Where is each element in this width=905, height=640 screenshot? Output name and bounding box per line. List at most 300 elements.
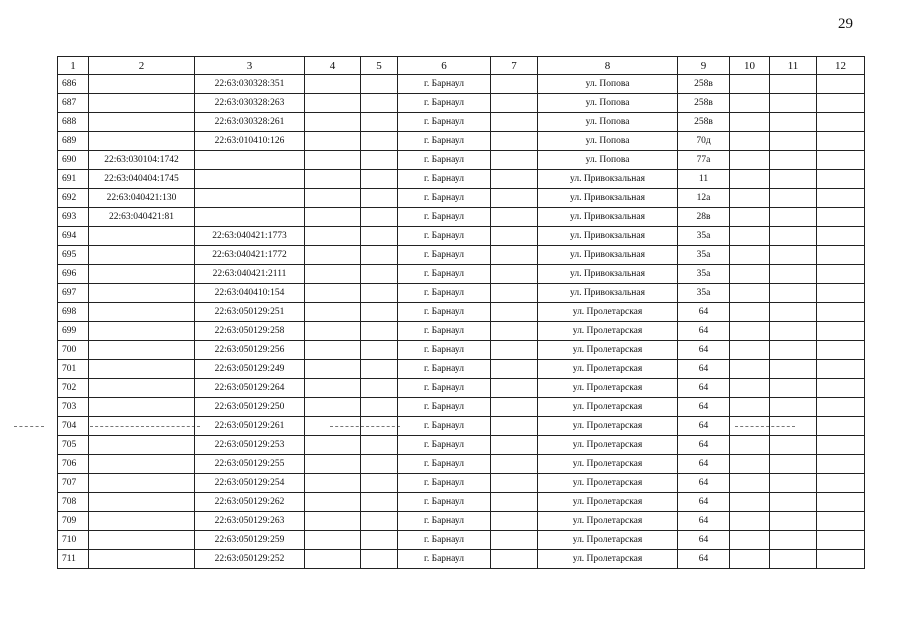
table-cell-col-7 [491, 341, 538, 360]
column-header-10: 10 [730, 57, 770, 75]
table-cell-col-5 [361, 132, 398, 151]
table-cell-col-2 [89, 398, 195, 417]
table-cell-col-4 [305, 512, 361, 531]
table-cell-col-1: 688 [58, 113, 89, 132]
table-cell-col-8: ул. Пролетарская [538, 550, 678, 569]
table-row [58, 493, 865, 512]
table-cell-col-11 [770, 94, 817, 113]
table-cell-col-1: 691 [58, 170, 89, 189]
table-cell-col-6: г. Барнаул [398, 208, 491, 227]
table-cell-col-1: 708 [58, 493, 89, 512]
table-cell-col-12 [817, 417, 865, 436]
table-cell-col-1: 699 [58, 322, 89, 341]
table-cell-col-10 [730, 113, 770, 132]
table-cell-col-7 [491, 531, 538, 550]
table-cell-col-5 [361, 265, 398, 284]
table-cell-col-6: г. Барнаул [398, 303, 491, 322]
table-cell-col-9: 35а [678, 246, 730, 265]
table-cell-col-3: 22:63:040421:1772 [195, 246, 305, 265]
table-cell-col-1: 686 [58, 75, 89, 94]
table-cell-col-1: 704 [58, 417, 89, 436]
table-cell-col-10 [730, 493, 770, 512]
table-cell-col-12 [817, 151, 865, 170]
table-cell-col-12 [817, 170, 865, 189]
table-cell-col-12 [817, 265, 865, 284]
table-cell-col-3: 22:63:050129:252 [195, 550, 305, 569]
table-cell-col-2 [89, 322, 195, 341]
table-cell-col-2 [89, 379, 195, 398]
table-row [58, 208, 865, 227]
table-cell-col-2: 22:63:040404:1745 [89, 170, 195, 189]
table-cell-col-3: 22:63:050129:249 [195, 360, 305, 379]
table-cell-col-7 [491, 455, 538, 474]
table-cell-col-12 [817, 284, 865, 303]
table-cell-col-8: ул. Пролетарская [538, 398, 678, 417]
table-cell-col-3: 22:63:050129:253 [195, 436, 305, 455]
table-cell-col-3: 22:63:050129:262 [195, 493, 305, 512]
table-cell-col-5 [361, 322, 398, 341]
table-row [58, 360, 865, 379]
table-cell-col-6: г. Барнаул [398, 322, 491, 341]
table-cell-col-6: г. Барнаул [398, 189, 491, 208]
table-cell-col-2 [89, 94, 195, 113]
table-row [58, 436, 865, 455]
table-cell-col-11 [770, 531, 817, 550]
table-cell-col-5 [361, 189, 398, 208]
table-row [58, 265, 865, 284]
table-cell-col-11 [770, 189, 817, 208]
table-cell-col-4 [305, 360, 361, 379]
table-cell-col-7 [491, 265, 538, 284]
column-header-12: 12 [817, 57, 865, 75]
registry-table [57, 56, 865, 569]
table-cell-col-1: 711 [58, 550, 89, 569]
column-header-1: 1 [58, 57, 89, 75]
table-cell-col-8: ул. Привокзальная [538, 246, 678, 265]
table-cell-col-6: г. Барнаул [398, 132, 491, 151]
table-cell-col-12 [817, 227, 865, 246]
table-cell-col-12 [817, 94, 865, 113]
table-cell-col-11 [770, 512, 817, 531]
table-cell-col-10 [730, 436, 770, 455]
table-row [58, 417, 865, 436]
table-cell-col-11 [770, 360, 817, 379]
table-cell-col-9: 64 [678, 512, 730, 531]
table-cell-col-5 [361, 227, 398, 246]
table-cell-col-12 [817, 379, 865, 398]
table-cell-col-5 [361, 113, 398, 132]
table-cell-col-12 [817, 436, 865, 455]
column-header-6: 6 [398, 57, 491, 75]
table-cell-col-2 [89, 474, 195, 493]
table-cell-col-11 [770, 208, 817, 227]
table-cell-col-3 [195, 151, 305, 170]
table-cell-col-5 [361, 303, 398, 322]
table-cell-col-7 [491, 170, 538, 189]
table-cell-col-3: 22:63:050129:259 [195, 531, 305, 550]
table-cell-col-2 [89, 417, 195, 436]
table-cell-col-8: ул. Привокзальная [538, 189, 678, 208]
table-cell-col-10 [730, 265, 770, 284]
table-cell-col-8: ул. Привокзальная [538, 170, 678, 189]
table-cell-col-4 [305, 417, 361, 436]
table-cell-col-9: 64 [678, 455, 730, 474]
table-cell-col-9: 77а [678, 151, 730, 170]
table-cell-col-10 [730, 531, 770, 550]
table-cell-col-9: 64 [678, 379, 730, 398]
column-header-9: 9 [678, 57, 730, 75]
table-cell-col-9: 64 [678, 398, 730, 417]
column-header-4: 4 [305, 57, 361, 75]
table-cell-col-9: 12а [678, 189, 730, 208]
table-cell-col-4 [305, 550, 361, 569]
table-cell-col-9: 28в [678, 208, 730, 227]
table-cell-col-9: 258в [678, 94, 730, 113]
table-cell-col-10 [730, 455, 770, 474]
table-cell-col-3 [195, 170, 305, 189]
table-cell-col-4 [305, 75, 361, 94]
table-cell-col-12 [817, 512, 865, 531]
table-cell-col-1: 700 [58, 341, 89, 360]
column-header-8: 8 [538, 57, 678, 75]
table-cell-col-2: 22:63:030104:1742 [89, 151, 195, 170]
table-cell-col-5 [361, 550, 398, 569]
table-cell-col-1: 701 [58, 360, 89, 379]
table-cell-col-7 [491, 493, 538, 512]
table-cell-col-9: 35а [678, 265, 730, 284]
table-cell-col-1: 697 [58, 284, 89, 303]
table-cell-col-9: 35а [678, 284, 730, 303]
table-cell-col-6: г. Барнаул [398, 493, 491, 512]
page-number: 29 [838, 16, 853, 32]
table-row [58, 189, 865, 208]
table-cell-col-3: 22:63:010410:126 [195, 132, 305, 151]
table-cell-col-12 [817, 474, 865, 493]
table-cell-col-8: ул. Попова [538, 94, 678, 113]
table-cell-col-10 [730, 360, 770, 379]
table-cell-col-4 [305, 265, 361, 284]
table-cell-col-6: г. Барнаул [398, 436, 491, 455]
table-cell-col-7 [491, 417, 538, 436]
table-cell-col-2 [89, 360, 195, 379]
table-cell-col-7 [491, 322, 538, 341]
table-cell-col-4 [305, 341, 361, 360]
table-cell-col-10 [730, 151, 770, 170]
table-cell-col-7 [491, 227, 538, 246]
table-cell-col-10 [730, 75, 770, 94]
table-row [58, 341, 865, 360]
table-cell-col-2 [89, 455, 195, 474]
table-cell-col-2 [89, 265, 195, 284]
table-cell-col-8: ул. Попова [538, 132, 678, 151]
table-cell-col-9: 64 [678, 417, 730, 436]
table-cell-col-7 [491, 208, 538, 227]
table-cell-col-11 [770, 474, 817, 493]
table-cell-col-9: 64 [678, 474, 730, 493]
table-cell-col-7 [491, 436, 538, 455]
table-cell-col-12 [817, 303, 865, 322]
table-cell-col-6: г. Барнаул [398, 151, 491, 170]
table-cell-col-8: ул. Пролетарская [538, 341, 678, 360]
table-cell-col-8: ул. Пролетарская [538, 474, 678, 493]
table-cell-col-4 [305, 303, 361, 322]
column-header-2: 2 [89, 57, 195, 75]
table-row [58, 474, 865, 493]
table-cell-col-6: г. Барнаул [398, 227, 491, 246]
column-header-3: 3 [195, 57, 305, 75]
table-cell-col-5 [361, 398, 398, 417]
table-cell-col-4 [305, 170, 361, 189]
table-cell-col-11 [770, 113, 817, 132]
table-row [58, 132, 865, 151]
table-cell-col-4 [305, 531, 361, 550]
table-cell-col-12 [817, 455, 865, 474]
table-cell-col-4 [305, 132, 361, 151]
table-cell-col-8: ул. Привокзальная [538, 208, 678, 227]
table-cell-col-7 [491, 132, 538, 151]
table-cell-col-8: ул. Пролетарская [538, 360, 678, 379]
table-cell-col-11 [770, 227, 817, 246]
table-cell-col-10 [730, 94, 770, 113]
table-cell-col-8: ул. Попова [538, 75, 678, 94]
table-cell-col-6: г. Барнаул [398, 474, 491, 493]
table-cell-col-12 [817, 341, 865, 360]
table-row [58, 531, 865, 550]
table-cell-col-7 [491, 379, 538, 398]
table-row [58, 94, 865, 113]
table-cell-col-10 [730, 189, 770, 208]
table-cell-col-2 [89, 436, 195, 455]
table-cell-col-12 [817, 132, 865, 151]
table-cell-col-11 [770, 132, 817, 151]
table-cell-col-3: 22:63:050129:251 [195, 303, 305, 322]
table-cell-col-9: 64 [678, 493, 730, 512]
table-cell-col-11 [770, 379, 817, 398]
table-cell-col-12 [817, 75, 865, 94]
table-cell-col-8: ул. Пролетарская [538, 379, 678, 398]
table-cell-col-2 [89, 550, 195, 569]
table-cell-col-3: 22:63:050129:256 [195, 341, 305, 360]
table-row [58, 170, 865, 189]
table-row [58, 303, 865, 322]
table-cell-col-9: 35а [678, 227, 730, 246]
table-cell-col-7 [491, 284, 538, 303]
table-cell-col-12 [817, 189, 865, 208]
table-cell-col-8: ул. Пролетарская [538, 322, 678, 341]
table-cell-col-3: 22:63:050129:250 [195, 398, 305, 417]
table-cell-col-8: ул. Попова [538, 113, 678, 132]
table-cell-col-10 [730, 550, 770, 569]
table-cell-col-5 [361, 493, 398, 512]
table-cell-col-11 [770, 284, 817, 303]
table-header-row [58, 57, 865, 75]
table-cell-col-10 [730, 341, 770, 360]
table-cell-col-1: 692 [58, 189, 89, 208]
table-cell-col-6: г. Барнаул [398, 531, 491, 550]
table-cell-col-8: ул. Пролетарская [538, 455, 678, 474]
table-cell-col-4 [305, 227, 361, 246]
table-cell-col-10 [730, 227, 770, 246]
table-cell-col-5 [361, 455, 398, 474]
table-cell-col-3: 22:63:030328:351 [195, 75, 305, 94]
table-cell-col-9: 70д [678, 132, 730, 151]
table-cell-col-8: ул. Привокзальная [538, 265, 678, 284]
table-cell-col-11 [770, 398, 817, 417]
table-cell-col-7 [491, 113, 538, 132]
table-cell-col-7 [491, 75, 538, 94]
table-cell-col-3: 22:63:050129:254 [195, 474, 305, 493]
table-cell-col-2 [89, 75, 195, 94]
table-cell-col-10 [730, 208, 770, 227]
table-cell-col-1: 690 [58, 151, 89, 170]
table-cell-col-5 [361, 208, 398, 227]
table-cell-col-1: 695 [58, 246, 89, 265]
table-cell-col-11 [770, 246, 817, 265]
table-cell-col-7 [491, 94, 538, 113]
table-cell-col-12 [817, 493, 865, 512]
table-cell-col-5 [361, 379, 398, 398]
table-cell-col-10 [730, 474, 770, 493]
table-cell-col-3 [195, 208, 305, 227]
table-cell-col-11 [770, 417, 817, 436]
table-cell-col-1: 709 [58, 512, 89, 531]
table-cell-col-1: 689 [58, 132, 89, 151]
table-cell-col-5 [361, 512, 398, 531]
table-cell-col-10 [730, 512, 770, 531]
table-cell-col-11 [770, 493, 817, 512]
table-cell-col-10 [730, 246, 770, 265]
table-cell-col-3: 22:63:030328:261 [195, 113, 305, 132]
table-row [58, 284, 865, 303]
table-cell-col-2 [89, 493, 195, 512]
table-cell-col-5 [361, 341, 398, 360]
table-cell-col-2 [89, 531, 195, 550]
table-row [58, 113, 865, 132]
table-cell-col-7 [491, 512, 538, 531]
table-cell-col-12 [817, 322, 865, 341]
table-cell-col-5 [361, 284, 398, 303]
table-cell-col-11 [770, 75, 817, 94]
table-cell-col-4 [305, 379, 361, 398]
table-cell-col-8: ул. Пролетарская [538, 531, 678, 550]
table-cell-col-6: г. Барнаул [398, 75, 491, 94]
table-cell-col-1: 698 [58, 303, 89, 322]
table-cell-col-7 [491, 189, 538, 208]
table-cell-col-6: г. Барнаул [398, 265, 491, 284]
table-cell-col-8: ул. Привокзальная [538, 227, 678, 246]
scan-artifact-line [14, 426, 44, 427]
table-cell-col-3: 22:63:050129:261 [195, 417, 305, 436]
table-cell-col-8: ул. Пролетарская [538, 493, 678, 512]
table-cell-col-4 [305, 284, 361, 303]
table-cell-col-6: г. Барнаул [398, 113, 491, 132]
table-cell-col-3: 22:63:050129:264 [195, 379, 305, 398]
table-row [58, 227, 865, 246]
table-cell-col-1: 710 [58, 531, 89, 550]
table-cell-col-3 [195, 189, 305, 208]
table-row [58, 455, 865, 474]
table-cell-col-2 [89, 227, 195, 246]
table-cell-col-2: 22:63:040421:130 [89, 189, 195, 208]
table-cell-col-4 [305, 94, 361, 113]
table-cell-col-7 [491, 474, 538, 493]
table-cell-col-9: 258в [678, 75, 730, 94]
table-row [58, 151, 865, 170]
table-cell-col-9: 64 [678, 341, 730, 360]
table-cell-col-9: 64 [678, 303, 730, 322]
table-cell-col-8: ул. Пролетарская [538, 303, 678, 322]
table-cell-col-4 [305, 246, 361, 265]
table-cell-col-10 [730, 322, 770, 341]
table-cell-col-8: ул. Пролетарская [538, 436, 678, 455]
table-cell-col-7 [491, 151, 538, 170]
table-body [58, 75, 865, 569]
table-cell-col-3: 22:63:040410:154 [195, 284, 305, 303]
table-cell-col-2 [89, 132, 195, 151]
table-cell-col-5 [361, 246, 398, 265]
table-cell-col-1: 693 [58, 208, 89, 227]
table-cell-col-7 [491, 398, 538, 417]
table-cell-col-6: г. Барнаул [398, 512, 491, 531]
table-cell-col-9: 64 [678, 360, 730, 379]
table-cell-col-1: 706 [58, 455, 89, 474]
table-cell-col-12 [817, 360, 865, 379]
table-cell-col-11 [770, 436, 817, 455]
table-cell-col-4 [305, 493, 361, 512]
table-cell-col-6: г. Барнаул [398, 284, 491, 303]
table-cell-col-7 [491, 303, 538, 322]
table-cell-col-8: ул. Попова [538, 151, 678, 170]
table-cell-col-6: г. Барнаул [398, 360, 491, 379]
table-cell-col-4 [305, 322, 361, 341]
table-cell-col-4 [305, 189, 361, 208]
table-cell-col-8: ул. Пролетарская [538, 512, 678, 531]
table-cell-col-2 [89, 341, 195, 360]
table-row [58, 322, 865, 341]
table-row [58, 75, 865, 94]
table-cell-col-3: 22:63:050129:255 [195, 455, 305, 474]
table-cell-col-6: г. Барнаул [398, 94, 491, 113]
table-cell-col-10 [730, 417, 770, 436]
column-header-5: 5 [361, 57, 398, 75]
table-cell-col-9: 64 [678, 531, 730, 550]
table-cell-col-1: 702 [58, 379, 89, 398]
column-header-7: 7 [491, 57, 538, 75]
table-cell-col-10 [730, 284, 770, 303]
table-cell-col-10 [730, 170, 770, 189]
table-cell-col-10 [730, 379, 770, 398]
table-cell-col-10 [730, 303, 770, 322]
table-cell-col-3: 22:63:040421:2111 [195, 265, 305, 284]
column-header-11: 11 [770, 57, 817, 75]
table-cell-col-11 [770, 170, 817, 189]
table-cell-col-2 [89, 303, 195, 322]
table-cell-col-11 [770, 265, 817, 284]
table-cell-col-5 [361, 75, 398, 94]
table-row [58, 379, 865, 398]
table-cell-col-12 [817, 398, 865, 417]
table-cell-col-5 [361, 360, 398, 379]
table-cell-col-10 [730, 398, 770, 417]
table-row [58, 512, 865, 531]
table-cell-col-9: 64 [678, 436, 730, 455]
table-cell-col-12 [817, 550, 865, 569]
table-cell-col-1: 687 [58, 94, 89, 113]
table-cell-col-6: г. Барнаул [398, 550, 491, 569]
table-cell-col-5 [361, 170, 398, 189]
table-cell-col-6: г. Барнаул [398, 246, 491, 265]
table-cell-col-2 [89, 512, 195, 531]
